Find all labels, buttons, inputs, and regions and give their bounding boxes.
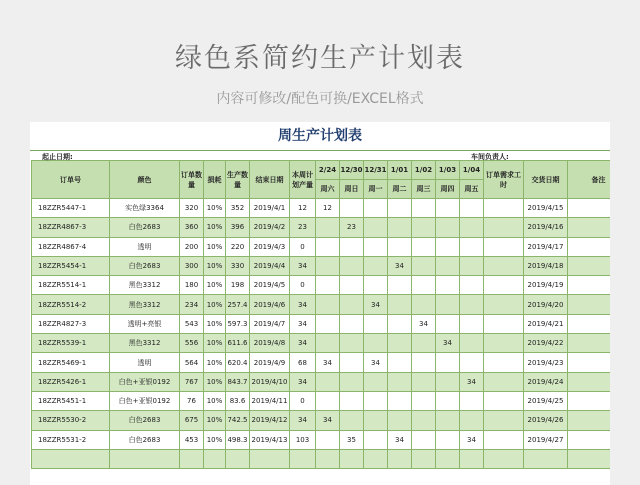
required-hours-cell[interactable] <box>484 199 524 218</box>
loss-cell[interactable]: 10% <box>204 218 226 237</box>
delivery-date-cell[interactable]: 2019/4/17 <box>524 237 568 256</box>
day-qty-cell[interactable] <box>340 256 364 275</box>
table-row <box>32 391 611 410</box>
day-qty-cell[interactable] <box>316 237 340 256</box>
table-row <box>32 295 611 314</box>
order-no-cell[interactable]: 18ZZR5514-1 <box>32 276 110 295</box>
prod-qty-cell[interactable]: 498.3 <box>226 430 250 449</box>
day-qty-cell[interactable] <box>412 256 436 275</box>
color-cell[interactable]: 黑色3312 <box>110 295 180 314</box>
week-plan-cell[interactable] <box>290 449 316 468</box>
week-plan-cell[interactable]: 34 <box>290 256 316 275</box>
day-qty-cell[interactable] <box>364 449 388 468</box>
header-weekday: 周三 <box>412 180 436 199</box>
day-qty-cell[interactable] <box>460 256 484 275</box>
day-qty-cell[interactable]: 34 <box>364 353 388 372</box>
day-qty-cell[interactable] <box>412 430 436 449</box>
day-qty-cell[interactable] <box>340 295 364 314</box>
delivery-date-cell[interactable]: 2019/4/16 <box>524 218 568 237</box>
day-qty-cell[interactable]: 23 <box>340 218 364 237</box>
remark-cell[interactable] <box>568 295 611 314</box>
end-date-cell[interactable]: 2019/4/3 <box>250 237 290 256</box>
required-hours-cell[interactable] <box>484 411 524 430</box>
day-qty-cell[interactable] <box>340 411 364 430</box>
table-row <box>32 314 611 333</box>
day-qty-cell[interactable] <box>364 256 388 275</box>
day-qty-cell[interactable] <box>460 314 484 333</box>
end-date-cell[interactable]: 2019/4/10 <box>250 372 290 391</box>
required-hours-cell[interactable] <box>484 391 524 410</box>
week-plan-cell[interactable]: 34 <box>290 334 316 353</box>
day-qty-cell[interactable] <box>460 218 484 237</box>
prod-qty-cell[interactable]: 620.4 <box>226 353 250 372</box>
end-date-cell[interactable]: 2019/4/7 <box>250 314 290 333</box>
end-date-cell[interactable]: 2019/4/4 <box>250 256 290 275</box>
week-plan-cell[interactable]: 12 <box>290 199 316 218</box>
day-qty-cell[interactable] <box>388 449 412 468</box>
color-cell[interactable]: 白色+亚银0192 <box>110 391 180 410</box>
day-qty-cell[interactable] <box>316 276 340 295</box>
order-no-cell[interactable]: 18ZZR5451-1 <box>32 391 110 410</box>
loss-cell[interactable]: 10% <box>204 391 226 410</box>
day-qty-cell[interactable] <box>436 237 460 256</box>
sheet-title: 周生产计划表 <box>30 122 610 151</box>
prod-qty-cell[interactable]: 220 <box>226 237 250 256</box>
day-qty-cell[interactable] <box>316 391 340 410</box>
color-cell[interactable]: 白色2683 <box>110 430 180 449</box>
day-qty-cell[interactable] <box>364 218 388 237</box>
day-qty-cell[interactable] <box>388 334 412 353</box>
week-plan-cell[interactable]: 0 <box>290 237 316 256</box>
end-date-cell[interactable]: 2019/4/1 <box>250 199 290 218</box>
day-qty-cell[interactable] <box>436 430 460 449</box>
day-qty-cell[interactable] <box>460 334 484 353</box>
header-week-plan: 本周计划产量 <box>290 161 316 199</box>
header-prod-qty: 生产数量 <box>226 161 250 199</box>
header-day-date: 12/31 <box>364 161 388 180</box>
day-qty-cell[interactable] <box>436 353 460 372</box>
order-qty-cell[interactable] <box>180 449 204 468</box>
prod-qty-cell[interactable] <box>226 449 250 468</box>
loss-cell[interactable]: 10% <box>204 372 226 391</box>
header-day-date: 1/04 <box>460 161 484 180</box>
delivery-date-cell[interactable]: 2019/4/19 <box>524 276 568 295</box>
day-qty-cell[interactable] <box>364 314 388 333</box>
day-qty-cell[interactable] <box>316 449 340 468</box>
prod-qty-cell[interactable]: 198 <box>226 276 250 295</box>
day-qty-cell[interactable] <box>412 334 436 353</box>
day-qty-cell[interactable] <box>388 199 412 218</box>
remark-cell[interactable] <box>568 353 611 372</box>
order-qty-cell[interactable]: 543 <box>180 314 204 333</box>
delivery-date-cell[interactable]: 2019/4/24 <box>524 372 568 391</box>
header-order-no: 订单号 <box>32 161 110 199</box>
required-hours-cell[interactable] <box>484 449 524 468</box>
end-date-cell[interactable] <box>250 449 290 468</box>
order-qty-cell[interactable]: 556 <box>180 334 204 353</box>
day-qty-cell[interactable] <box>340 391 364 410</box>
day-qty-cell[interactable] <box>316 295 340 314</box>
day-qty-cell[interactable]: 34 <box>436 334 460 353</box>
loss-cell[interactable]: 10% <box>204 314 226 333</box>
day-qty-cell[interactable] <box>412 449 436 468</box>
prod-qty-cell[interactable]: 257.4 <box>226 295 250 314</box>
order-qty-cell[interactable]: 360 <box>180 218 204 237</box>
delivery-date-cell[interactable]: 2019/4/27 <box>524 430 568 449</box>
day-qty-cell[interactable] <box>364 372 388 391</box>
day-qty-cell[interactable] <box>460 199 484 218</box>
header-day-date: 1/02 <box>412 161 436 180</box>
day-qty-cell[interactable] <box>316 218 340 237</box>
day-qty-cell[interactable] <box>412 295 436 314</box>
order-qty-cell[interactable]: 767 <box>180 372 204 391</box>
loss-cell[interactable]: 10% <box>204 256 226 275</box>
order-no-cell[interactable]: 18ZZR5531-2 <box>32 430 110 449</box>
delivery-date-cell[interactable]: 2019/4/21 <box>524 314 568 333</box>
end-date-cell[interactable]: 2019/4/9 <box>250 353 290 372</box>
day-qty-cell[interactable] <box>412 237 436 256</box>
prod-qty-cell[interactable]: 843.7 <box>226 372 250 391</box>
header-weekday: 周四 <box>436 180 460 199</box>
day-qty-cell[interactable] <box>412 276 436 295</box>
loss-cell[interactable] <box>204 449 226 468</box>
order-qty-cell[interactable]: 453 <box>180 430 204 449</box>
day-qty-cell[interactable] <box>364 276 388 295</box>
loss-cell[interactable]: 10% <box>204 353 226 372</box>
day-qty-cell[interactable] <box>364 334 388 353</box>
remark-cell[interactable] <box>568 237 611 256</box>
day-qty-cell[interactable] <box>364 199 388 218</box>
remark-cell[interactable] <box>568 372 611 391</box>
loss-cell[interactable]: 10% <box>204 334 226 353</box>
remark-cell[interactable] <box>568 199 611 218</box>
spreadsheet-sheet <box>30 122 610 485</box>
day-qty-cell[interactable]: 34 <box>364 295 388 314</box>
day-qty-cell[interactable] <box>460 353 484 372</box>
required-hours-cell[interactable] <box>484 218 524 237</box>
meta-row <box>30 151 610 160</box>
day-qty-cell[interactable] <box>388 411 412 430</box>
order-qty-cell[interactable]: 180 <box>180 276 204 295</box>
order-no-cell[interactable]: 18ZZR5530-2 <box>32 411 110 430</box>
table-row <box>32 353 611 372</box>
week-plan-cell[interactable]: 23 <box>290 218 316 237</box>
day-qty-cell[interactable] <box>388 237 412 256</box>
order-no-cell[interactable]: 18ZZR5454-1 <box>32 256 110 275</box>
remark-cell[interactable] <box>568 314 611 333</box>
day-qty-cell[interactable] <box>340 372 364 391</box>
week-plan-cell[interactable]: 34 <box>290 295 316 314</box>
remark-cell[interactable] <box>568 256 611 275</box>
day-qty-cell[interactable]: 34 <box>460 372 484 391</box>
day-qty-cell[interactable] <box>412 411 436 430</box>
required-hours-cell[interactable] <box>484 334 524 353</box>
day-qty-cell[interactable] <box>412 353 436 372</box>
day-qty-cell[interactable] <box>340 334 364 353</box>
order-no-cell[interactable]: 18ZZR5447-1 <box>32 199 110 218</box>
day-qty-cell[interactable]: 34 <box>316 353 340 372</box>
required-hours-cell[interactable] <box>484 314 524 333</box>
day-qty-cell[interactable] <box>388 353 412 372</box>
color-cell[interactable]: 实色绿3364 <box>110 199 180 218</box>
table-row <box>32 237 611 256</box>
day-qty-cell[interactable] <box>460 391 484 410</box>
delivery-date-cell[interactable]: 2019/4/23 <box>524 353 568 372</box>
day-qty-cell[interactable] <box>436 199 460 218</box>
table-row <box>32 334 611 353</box>
day-qty-cell[interactable] <box>340 276 364 295</box>
prod-qty-cell[interactable]: 597.3 <box>226 314 250 333</box>
remark-cell[interactable] <box>568 411 611 430</box>
header-order-qty: 订单数量 <box>180 161 204 199</box>
day-qty-cell[interactable] <box>388 391 412 410</box>
week-plan-cell[interactable]: 0 <box>290 391 316 410</box>
week-plan-cell[interactable]: 34 <box>290 411 316 430</box>
color-cell[interactable] <box>110 449 180 468</box>
order-no-cell[interactable]: 18ZZR4867-3 <box>32 218 110 237</box>
table-row <box>32 199 611 218</box>
color-cell[interactable]: 白色+亚银0192 <box>110 372 180 391</box>
color-cell[interactable]: 白色2683 <box>110 256 180 275</box>
header-day-date: 12/30 <box>340 161 364 180</box>
delivery-date-cell[interactable]: 2019/4/22 <box>524 334 568 353</box>
day-qty-cell[interactable] <box>436 295 460 314</box>
day-qty-cell[interactable]: 34 <box>460 430 484 449</box>
day-qty-cell[interactable] <box>412 199 436 218</box>
day-qty-cell[interactable] <box>460 295 484 314</box>
remark-cell[interactable] <box>568 218 611 237</box>
header-delivery-date: 交货日期 <box>524 161 568 199</box>
header-remark: 备注 <box>568 161 611 199</box>
order-qty-cell[interactable]: 320 <box>180 199 204 218</box>
day-qty-cell[interactable]: 34 <box>412 314 436 333</box>
loss-cell[interactable]: 10% <box>204 430 226 449</box>
day-qty-cell[interactable]: 35 <box>340 430 364 449</box>
loss-cell[interactable]: 10% <box>204 295 226 314</box>
end-date-cell[interactable]: 2019/4/6 <box>250 295 290 314</box>
delivery-date-cell[interactable]: 2019/4/18 <box>524 256 568 275</box>
day-qty-cell[interactable] <box>436 276 460 295</box>
order-no-cell[interactable]: 18ZZR4827-3 <box>32 314 110 333</box>
day-qty-cell[interactable] <box>340 314 364 333</box>
header-end-date: 结束日期 <box>250 161 290 199</box>
header-weekday: 周六 <box>316 180 340 199</box>
table-row <box>32 256 611 275</box>
table-row <box>32 449 611 468</box>
day-qty-cell[interactable] <box>412 391 436 410</box>
day-qty-cell[interactable] <box>316 334 340 353</box>
order-qty-cell[interactable]: 564 <box>180 353 204 372</box>
table-row <box>32 430 611 449</box>
table-row <box>32 411 611 430</box>
day-qty-cell[interactable] <box>388 218 412 237</box>
day-qty-cell[interactable] <box>340 237 364 256</box>
day-qty-cell[interactable] <box>412 372 436 391</box>
day-qty-cell[interactable]: 34 <box>388 430 412 449</box>
delivery-date-cell[interactable]: 2019/4/20 <box>524 295 568 314</box>
table-row <box>32 276 611 295</box>
header-color: 颜色 <box>110 161 180 199</box>
day-qty-cell[interactable] <box>388 314 412 333</box>
remark-cell[interactable] <box>568 391 611 410</box>
day-qty-cell[interactable] <box>316 372 340 391</box>
order-no-cell[interactable]: 18ZZR5514-2 <box>32 295 110 314</box>
day-qty-cell[interactable] <box>388 295 412 314</box>
day-qty-cell[interactable] <box>460 237 484 256</box>
header-weekday: 周二 <box>388 180 412 199</box>
prod-qty-cell[interactable]: 611.6 <box>226 334 250 353</box>
day-qty-cell[interactable]: 34 <box>316 411 340 430</box>
loss-cell[interactable]: 10% <box>204 237 226 256</box>
day-qty-cell[interactable] <box>436 314 460 333</box>
color-cell[interactable]: 透明 <box>110 237 180 256</box>
order-no-cell[interactable] <box>32 449 110 468</box>
day-qty-cell[interactable] <box>460 276 484 295</box>
week-plan-cell[interactable]: 0 <box>290 276 316 295</box>
prod-qty-cell[interactable]: 742.5 <box>226 411 250 430</box>
prod-qty-cell[interactable]: 396 <box>226 218 250 237</box>
delivery-date-cell[interactable] <box>524 449 568 468</box>
loss-cell[interactable]: 10% <box>204 199 226 218</box>
day-qty-cell[interactable] <box>388 372 412 391</box>
prod-qty-cell[interactable]: 352 <box>226 199 250 218</box>
remark-cell[interactable] <box>568 334 611 353</box>
table-row <box>32 218 611 237</box>
required-hours-cell[interactable] <box>484 372 524 391</box>
workshop-manager-label: 车间负责人: <box>471 153 509 161</box>
day-qty-cell[interactable] <box>364 430 388 449</box>
header-weekday: 周日 <box>340 180 364 199</box>
week-plan-cell[interactable]: 34 <box>290 314 316 333</box>
color-cell[interactable]: 黑色3312 <box>110 276 180 295</box>
day-qty-cell[interactable] <box>364 411 388 430</box>
loss-cell[interactable]: 10% <box>204 276 226 295</box>
day-qty-cell[interactable] <box>316 256 340 275</box>
required-hours-cell[interactable] <box>484 295 524 314</box>
table-body <box>32 199 611 469</box>
day-qty-cell[interactable] <box>460 449 484 468</box>
order-no-cell[interactable]: 18ZZR4867-4 <box>32 237 110 256</box>
day-qty-cell[interactable] <box>340 353 364 372</box>
week-plan-cell[interactable]: 34 <box>290 372 316 391</box>
header-day-date: 2/24 <box>316 161 340 180</box>
week-plan-cell[interactable]: 68 <box>290 353 316 372</box>
day-qty-cell[interactable]: 34 <box>388 256 412 275</box>
day-qty-cell[interactable] <box>340 199 364 218</box>
delivery-date-cell[interactable]: 2019/4/26 <box>524 411 568 430</box>
day-qty-cell[interactable] <box>316 430 340 449</box>
day-qty-cell[interactable] <box>412 218 436 237</box>
header-loss: 损耗 <box>204 161 226 199</box>
day-qty-cell[interactable] <box>364 237 388 256</box>
day-qty-cell[interactable] <box>316 314 340 333</box>
remark-cell[interactable] <box>568 430 611 449</box>
order-qty-cell[interactable]: 234 <box>180 295 204 314</box>
order-qty-cell[interactable]: 300 <box>180 256 204 275</box>
order-qty-cell[interactable]: 200 <box>180 237 204 256</box>
day-qty-cell[interactable] <box>436 256 460 275</box>
day-qty-cell[interactable] <box>436 391 460 410</box>
end-date-cell[interactable]: 2019/4/11 <box>250 391 290 410</box>
color-cell[interactable]: 透明 <box>110 353 180 372</box>
day-qty-cell[interactable] <box>436 218 460 237</box>
color-cell[interactable]: 透明+亮银 <box>110 314 180 333</box>
day-qty-cell[interactable] <box>388 276 412 295</box>
header-weekday: 周一 <box>364 180 388 199</box>
color-cell[interactable]: 白色2683 <box>110 411 180 430</box>
banner-subtitle: 内容可修改/配色可换/EXCEL格式 <box>216 91 424 107</box>
header-day-date: 1/03 <box>436 161 460 180</box>
required-hours-cell[interactable] <box>484 276 524 295</box>
color-cell[interactable]: 白色2683 <box>110 218 180 237</box>
day-qty-cell[interactable]: 12 <box>316 199 340 218</box>
remark-cell[interactable] <box>568 276 611 295</box>
start-date-label: 起止日期: <box>42 153 73 161</box>
end-date-cell[interactable]: 2019/4/5 <box>250 276 290 295</box>
end-date-cell[interactable]: 2019/4/12 <box>250 411 290 430</box>
day-qty-cell[interactable] <box>340 449 364 468</box>
week-plan-cell[interactable]: 103 <box>290 430 316 449</box>
delivery-date-cell[interactable]: 2019/4/25 <box>524 391 568 410</box>
required-hours-cell[interactable] <box>484 256 524 275</box>
required-hours-cell[interactable] <box>484 430 524 449</box>
header-weekday: 周五 <box>460 180 484 199</box>
day-qty-cell[interactable] <box>364 391 388 410</box>
order-no-cell[interactable]: 18ZZR5539-1 <box>32 334 110 353</box>
header-required-hours: 订单需求工时 <box>484 161 524 199</box>
day-qty-cell[interactable] <box>436 449 460 468</box>
required-hours-cell[interactable] <box>484 237 524 256</box>
prod-qty-cell[interactable]: 330 <box>226 256 250 275</box>
prod-qty-cell[interactable]: 83.6 <box>226 391 250 410</box>
end-date-cell[interactable]: 2019/4/2 <box>250 218 290 237</box>
order-no-cell[interactable]: 18ZZR5426-1 <box>32 372 110 391</box>
table-row <box>32 372 611 391</box>
order-qty-cell[interactable]: 76 <box>180 391 204 410</box>
day-qty-cell[interactable] <box>436 372 460 391</box>
production-table <box>31 160 610 469</box>
day-qty-cell[interactable] <box>436 411 460 430</box>
end-date-cell[interactable]: 2019/4/13 <box>250 430 290 449</box>
color-cell[interactable]: 黑色3312 <box>110 334 180 353</box>
required-hours-cell[interactable] <box>484 353 524 372</box>
loss-cell[interactable]: 10% <box>204 411 226 430</box>
end-date-cell[interactable]: 2019/4/8 <box>250 334 290 353</box>
banner-title: 绿色系简约生产计划表 <box>175 43 465 74</box>
header-day-date: 1/01 <box>388 161 412 180</box>
order-no-cell[interactable]: 18ZZR5469-1 <box>32 353 110 372</box>
day-qty-cell[interactable] <box>460 411 484 430</box>
delivery-date-cell[interactable]: 2019/4/15 <box>524 199 568 218</box>
remark-cell[interactable] <box>568 449 611 468</box>
order-qty-cell[interactable]: 675 <box>180 411 204 430</box>
